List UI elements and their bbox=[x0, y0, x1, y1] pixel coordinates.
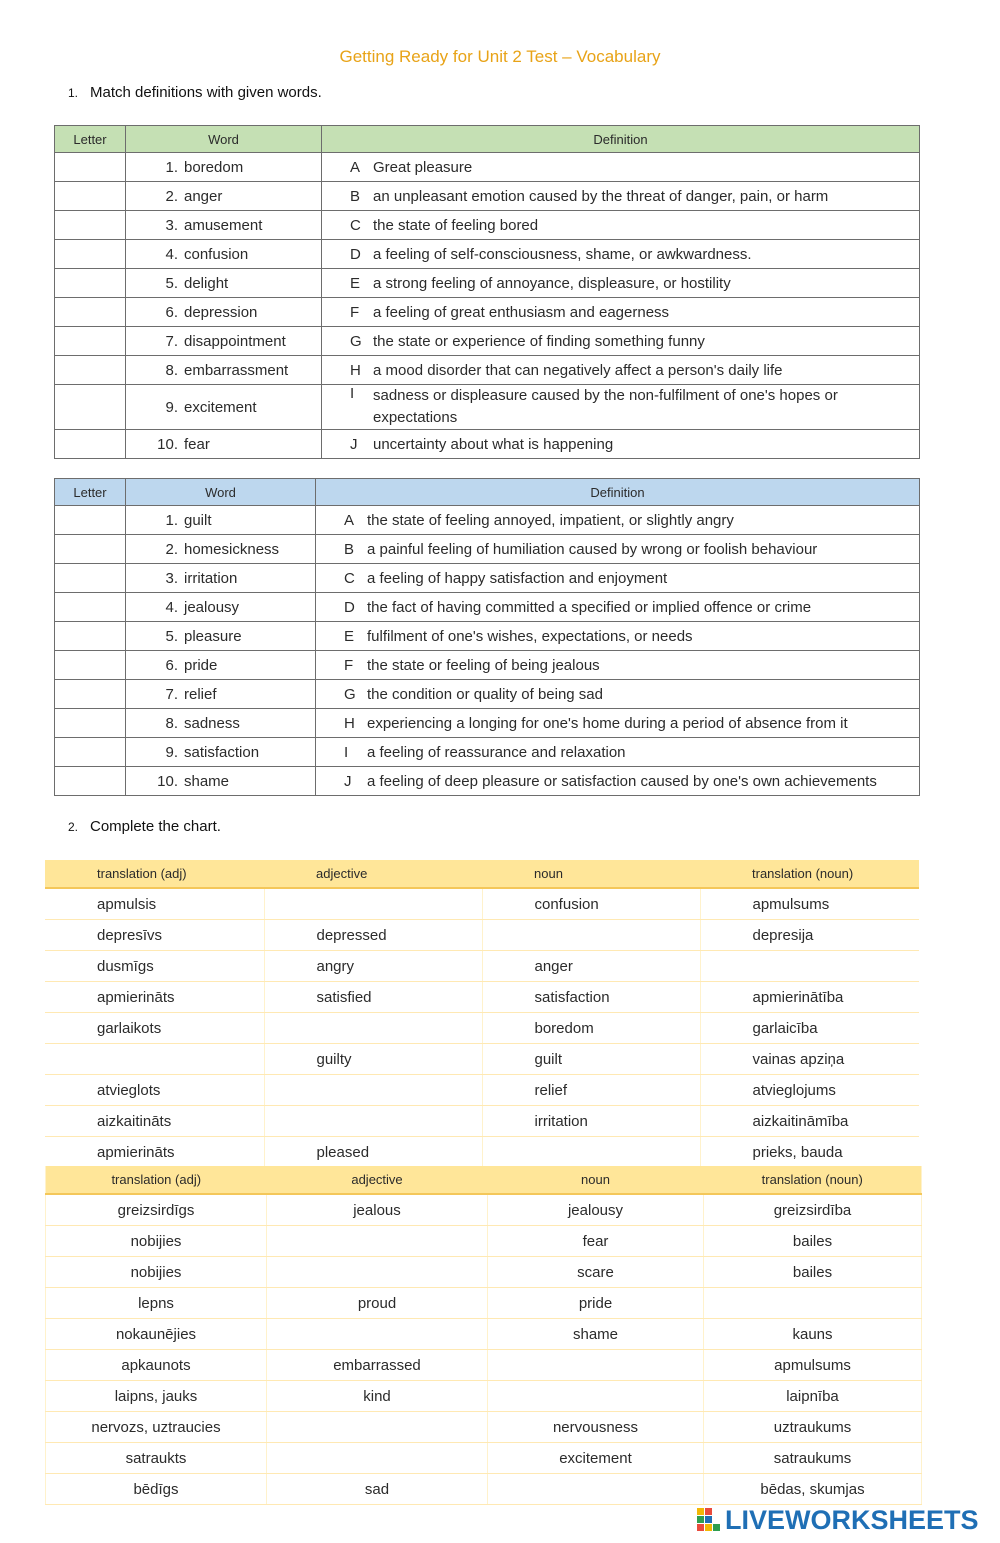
chart-cell: apmierināts bbox=[45, 982, 264, 1013]
word-number: 9. bbox=[165, 743, 178, 761]
definition-text: a feeling of great enthusiasm and eagerness bbox=[373, 303, 670, 321]
page-title: Getting Ready for Unit 2 Test – Vocabulary bbox=[339, 47, 661, 66]
blank-answer-cell[interactable] bbox=[267, 1443, 488, 1474]
table-row bbox=[46, 1350, 922, 1381]
chart-cell: irritation bbox=[482, 1106, 700, 1137]
chart-cell: aizkaitināmība bbox=[700, 1106, 919, 1137]
blank-answer-cell[interactable] bbox=[264, 888, 482, 920]
blank-answer-cell[interactable] bbox=[267, 1226, 488, 1257]
chart-cell: guilt bbox=[482, 1044, 700, 1075]
table-row bbox=[55, 680, 920, 709]
word-number: 3. bbox=[165, 216, 178, 234]
definition-cell bbox=[322, 356, 920, 385]
chart-cell: guilty bbox=[264, 1044, 482, 1075]
definition-letter: I bbox=[344, 743, 349, 761]
table-row bbox=[46, 1226, 922, 1257]
word-text: shame bbox=[184, 772, 230, 790]
definition-letter: G bbox=[344, 685, 356, 703]
definition-text: a feeling of deep pleasure or satisfaction caused by one's own achievements bbox=[367, 772, 877, 790]
word-number: 1. bbox=[165, 511, 178, 529]
blank-answer-cell[interactable] bbox=[264, 1075, 482, 1106]
word-cell bbox=[126, 269, 322, 298]
definition-text: the state or experience of finding something funny bbox=[373, 332, 705, 350]
chart-cell: apmulsums bbox=[700, 888, 919, 920]
definition-cell bbox=[322, 385, 920, 430]
header-adjective: adjective bbox=[267, 1166, 488, 1194]
table-row bbox=[46, 1412, 922, 1443]
word-text: homesickness bbox=[184, 540, 280, 558]
table-row bbox=[55, 269, 920, 298]
table-row bbox=[55, 182, 920, 211]
word-cell bbox=[126, 680, 316, 709]
table-row bbox=[45, 951, 919, 982]
definition-letter: H bbox=[350, 361, 361, 379]
table-row bbox=[55, 240, 920, 269]
chart-cell: proud bbox=[267, 1288, 488, 1319]
word-text: guilt bbox=[184, 511, 212, 529]
chart-cell: satraukts bbox=[46, 1443, 267, 1474]
word-number: 9. bbox=[165, 398, 178, 416]
answer-letter-cell[interactable] bbox=[55, 356, 126, 385]
header-letter: Letter bbox=[55, 126, 126, 153]
chart-cell: uztraukums bbox=[704, 1412, 922, 1443]
definition-cell bbox=[316, 564, 920, 593]
table-row bbox=[55, 298, 920, 327]
definition-text: sadness or displeasure caused by the non-fulfilment of one's hopes or expectations bbox=[373, 387, 838, 426]
chart-table-2 bbox=[45, 1166, 922, 1505]
word-cell bbox=[126, 738, 316, 767]
question-text: Complete the chart. bbox=[90, 818, 221, 835]
definition-text: a feeling of self-consciousness, shame, or awkwardness. bbox=[373, 245, 752, 263]
blank-answer-cell[interactable] bbox=[267, 1412, 488, 1443]
definition-letter: J bbox=[350, 435, 358, 453]
definition-letter: A bbox=[344, 511, 355, 529]
chart-cell: sad bbox=[267, 1474, 488, 1505]
blank-answer-cell[interactable] bbox=[482, 920, 700, 951]
chart-cell: fear bbox=[488, 1226, 704, 1257]
word-number: 3. bbox=[165, 569, 178, 587]
word-text: confusion bbox=[184, 245, 249, 263]
word-text: boredom bbox=[184, 158, 244, 176]
chart-cell: excitement bbox=[488, 1443, 704, 1474]
question-number: 2. bbox=[68, 820, 79, 834]
word-cell bbox=[126, 593, 316, 622]
chart-cell: bēdīgs bbox=[46, 1474, 267, 1505]
word-cell bbox=[126, 767, 316, 796]
chart-cell: scare bbox=[488, 1257, 704, 1288]
word-text: fear bbox=[184, 435, 210, 453]
word-cell bbox=[126, 182, 322, 211]
blank-answer-cell[interactable] bbox=[488, 1474, 704, 1505]
word-cell bbox=[126, 356, 322, 385]
table-row bbox=[55, 430, 920, 459]
definition-text: the state of feeling annoyed, impatient, or slightly angry bbox=[367, 511, 734, 529]
word-cell bbox=[126, 153, 322, 182]
table-row bbox=[55, 153, 920, 182]
table-row bbox=[55, 593, 920, 622]
chart-cell: jealous bbox=[267, 1194, 488, 1226]
definition-cell bbox=[322, 269, 920, 298]
chart-cell: apmulsis bbox=[45, 888, 264, 920]
definition-text: an unpleasant emotion caused by the threat of danger, pain, or harm bbox=[373, 187, 829, 205]
answer-letter-cell[interactable] bbox=[55, 651, 126, 680]
answer-letter-cell[interactable] bbox=[55, 506, 126, 535]
chart-cell: nervozs, uztraucies bbox=[46, 1412, 267, 1443]
definition-text: the fact of having committed a specified or implied offence or crime bbox=[367, 598, 812, 616]
answer-letter-cell[interactable] bbox=[55, 593, 126, 622]
definition-letter: F bbox=[344, 656, 354, 674]
table-row bbox=[46, 1194, 922, 1226]
chart-cell: vainas apziņa bbox=[700, 1044, 919, 1075]
answer-letter-cell[interactable] bbox=[55, 153, 126, 182]
chart-cell: angry bbox=[264, 951, 482, 982]
header-adjective: adjective bbox=[264, 860, 482, 888]
definition-letter: D bbox=[344, 598, 355, 616]
word-number: 1. bbox=[165, 158, 178, 176]
definition-letter: F bbox=[350, 303, 360, 321]
definition-cell bbox=[322, 430, 920, 459]
definition-cell bbox=[322, 240, 920, 269]
definition-letter: J bbox=[344, 772, 352, 790]
chart-cell: greizsirdība bbox=[704, 1194, 922, 1226]
definition-text: a mood disorder that can negatively affect a person's daily life bbox=[373, 361, 783, 379]
answer-letter-cell[interactable] bbox=[55, 535, 126, 564]
chart-cell: nobijies bbox=[46, 1257, 267, 1288]
word-text: anger bbox=[184, 187, 223, 205]
chart-cell: relief bbox=[482, 1075, 700, 1106]
word-cell bbox=[126, 709, 316, 738]
word-number: 5. bbox=[165, 627, 178, 645]
blank-answer-cell[interactable] bbox=[264, 1013, 482, 1044]
word-number: 2. bbox=[165, 540, 178, 558]
logo-text: LIVEWORKSHEETS bbox=[725, 1504, 979, 1535]
answer-letter-cell[interactable] bbox=[55, 327, 126, 356]
chart-cell: jealousy bbox=[488, 1194, 704, 1226]
chart-cell: greizsirdīgs bbox=[46, 1194, 267, 1226]
header-noun: noun bbox=[488, 1166, 704, 1194]
definition-cell bbox=[322, 211, 920, 240]
word-text: delight bbox=[184, 274, 229, 292]
chart-cell: nokaunējies bbox=[46, 1319, 267, 1350]
header-noun: noun bbox=[482, 860, 700, 888]
definition-text: fulfilment of one's wishes, expectations, or needs bbox=[367, 627, 693, 645]
chart-cell: bēdas, skumjas bbox=[704, 1474, 922, 1505]
answer-letter-cell[interactable] bbox=[55, 709, 126, 738]
header-definition: Definition bbox=[322, 126, 920, 153]
chart-cell: pleased bbox=[264, 1137, 482, 1168]
chart-table-1 bbox=[45, 860, 919, 1168]
word-number: 2. bbox=[165, 187, 178, 205]
word-number: 7. bbox=[165, 332, 178, 350]
table-row bbox=[45, 888, 919, 920]
header-letter: Letter bbox=[55, 479, 126, 506]
table-row bbox=[45, 1137, 919, 1168]
definition-cell bbox=[316, 593, 920, 622]
question-text: Match definitions with given words. bbox=[90, 84, 322, 101]
chart-cell: confusion bbox=[482, 888, 700, 920]
blank-answer-cell[interactable] bbox=[700, 951, 919, 982]
table-row bbox=[55, 651, 920, 680]
word-cell bbox=[126, 506, 316, 535]
definition-cell bbox=[316, 767, 920, 796]
blank-answer-cell[interactable] bbox=[267, 1257, 488, 1288]
chart-cell: prieks, bauda bbox=[700, 1137, 919, 1168]
question-number: 1. bbox=[68, 86, 79, 100]
definition-letter: B bbox=[344, 540, 355, 558]
definition-letter: E bbox=[350, 274, 361, 292]
blank-answer-cell[interactable] bbox=[482, 1137, 700, 1168]
chart-cell: apmierinātība bbox=[700, 982, 919, 1013]
table-row bbox=[46, 1381, 922, 1412]
answer-letter-cell[interactable] bbox=[55, 680, 126, 709]
definition-cell bbox=[316, 680, 920, 709]
table-row bbox=[45, 982, 919, 1013]
chart-cell: dusmīgs bbox=[45, 951, 264, 982]
answer-letter-cell[interactable] bbox=[55, 385, 126, 430]
blank-answer-cell[interactable] bbox=[267, 1319, 488, 1350]
word-number: 10. bbox=[157, 435, 178, 453]
table-row bbox=[55, 767, 920, 796]
table-row bbox=[55, 622, 920, 651]
table-row bbox=[45, 920, 919, 951]
table-row bbox=[45, 1044, 919, 1075]
definition-letter: D bbox=[350, 245, 361, 263]
table-row bbox=[46, 1474, 922, 1505]
chart-cell: apmierināts bbox=[45, 1137, 264, 1168]
definition-cell bbox=[322, 298, 920, 327]
word-text: depression bbox=[184, 303, 258, 321]
definition-cell bbox=[316, 535, 920, 564]
blank-answer-cell[interactable] bbox=[264, 1106, 482, 1137]
chart-cell: laipns, jauks bbox=[46, 1381, 267, 1412]
word-number: 8. bbox=[165, 714, 178, 732]
liveworksheets-logo bbox=[697, 1505, 979, 1535]
word-number: 4. bbox=[165, 598, 178, 616]
word-text: pleasure bbox=[184, 627, 242, 645]
definition-letter: I bbox=[350, 385, 355, 402]
answer-letter-cell[interactable] bbox=[55, 738, 126, 767]
logo-blocks-icon bbox=[697, 1508, 721, 1532]
header-translation-adj: translation (adj) bbox=[46, 1166, 267, 1194]
answer-letter-cell[interactable] bbox=[55, 767, 126, 796]
chart-cell: shame bbox=[488, 1319, 704, 1350]
word-text: embarrassment bbox=[184, 361, 289, 379]
table-row bbox=[55, 211, 920, 240]
definition-letter: C bbox=[344, 569, 355, 587]
header-translation-noun: translation (noun) bbox=[704, 1166, 922, 1194]
table-row bbox=[55, 709, 920, 738]
chart-cell: garlaikots bbox=[45, 1013, 264, 1044]
table-row bbox=[45, 1013, 919, 1044]
definition-text: experiencing a longing for one's home during a period of absence from it bbox=[367, 714, 848, 732]
definition-letter: E bbox=[344, 627, 355, 645]
word-text: sadness bbox=[184, 714, 240, 732]
header-word: Word bbox=[126, 479, 316, 506]
word-cell bbox=[126, 240, 322, 269]
definition-cell bbox=[316, 506, 920, 535]
word-cell bbox=[126, 651, 316, 680]
answer-letter-cell[interactable] bbox=[55, 269, 126, 298]
chart-cell: garlaicība bbox=[700, 1013, 919, 1044]
answer-letter-cell[interactable] bbox=[55, 211, 126, 240]
definition-cell bbox=[316, 709, 920, 738]
answer-letter-cell[interactable] bbox=[55, 182, 126, 211]
table-row bbox=[55, 564, 920, 593]
blank-answer-cell[interactable] bbox=[488, 1381, 704, 1412]
definition-text: a feeling of reassurance and relaxation bbox=[367, 743, 626, 761]
chart-cell: apmulsums bbox=[704, 1350, 922, 1381]
answer-letter-cell[interactable] bbox=[55, 622, 126, 651]
blank-answer-cell[interactable] bbox=[704, 1288, 922, 1319]
word-text: excitement bbox=[184, 398, 257, 416]
table-row bbox=[55, 356, 920, 385]
chart-cell: satisfaction bbox=[482, 982, 700, 1013]
word-cell bbox=[126, 211, 322, 240]
definition-letter: B bbox=[350, 187, 361, 205]
chart-cell: boredom bbox=[482, 1013, 700, 1044]
word-number: 8. bbox=[165, 361, 178, 379]
word-text: pride bbox=[184, 656, 218, 674]
definition-text: a strong feeling of annoyance, displeasure, or hostility bbox=[373, 274, 731, 292]
match-table-1 bbox=[54, 125, 920, 459]
answer-letter-cell[interactable] bbox=[55, 564, 126, 593]
word-number: 4. bbox=[165, 245, 178, 263]
question-2-heading bbox=[68, 818, 221, 835]
word-cell bbox=[126, 298, 322, 327]
definition-cell bbox=[322, 153, 920, 182]
definition-letter: C bbox=[350, 216, 361, 234]
match-table-2 bbox=[54, 478, 920, 796]
answer-letter-cell[interactable] bbox=[55, 430, 126, 459]
chart-cell: depressed bbox=[264, 920, 482, 951]
definition-cell bbox=[316, 738, 920, 767]
word-cell bbox=[126, 327, 322, 356]
table-row bbox=[46, 1319, 922, 1350]
chart-cell: nobijies bbox=[46, 1226, 267, 1257]
chart-cell: lepns bbox=[46, 1288, 267, 1319]
chart-cell: depresīvs bbox=[45, 920, 264, 951]
word-number: 7. bbox=[165, 685, 178, 703]
table-row bbox=[46, 1443, 922, 1474]
definition-cell bbox=[322, 327, 920, 356]
definition-cell bbox=[316, 622, 920, 651]
chart-cell: aizkaitināts bbox=[45, 1106, 264, 1137]
definition-text: the state of feeling bored bbox=[373, 216, 539, 234]
word-text: irritation bbox=[184, 569, 238, 587]
chart-cell: satraukums bbox=[704, 1443, 922, 1474]
blank-answer-cell[interactable] bbox=[488, 1350, 704, 1381]
definition-text: a feeling of happy satisfaction and enjoyment bbox=[367, 569, 668, 587]
word-number: 6. bbox=[165, 656, 178, 674]
chart-cell: atvieglojums bbox=[700, 1075, 919, 1106]
blank-answer-cell[interactable] bbox=[45, 1044, 264, 1075]
word-text: jealousy bbox=[184, 598, 240, 616]
header-translation-adj: translation (adj) bbox=[45, 860, 264, 888]
chart-cell: bailes bbox=[704, 1226, 922, 1257]
chart-cell: laipnība bbox=[704, 1381, 922, 1412]
word-text: amusement bbox=[184, 216, 263, 234]
chart-cell: depresija bbox=[700, 920, 919, 951]
word-cell bbox=[126, 385, 322, 430]
definition-text: a painful feeling of humiliation caused by wrong or foolish behaviour bbox=[367, 540, 818, 558]
definition-letter: A bbox=[350, 158, 361, 176]
header-word: Word bbox=[126, 126, 322, 153]
definition-cell bbox=[322, 182, 920, 211]
table-row bbox=[45, 1075, 919, 1106]
chart-cell: kauns bbox=[704, 1319, 922, 1350]
definition-text: the state or feeling of being jealous bbox=[367, 656, 600, 674]
word-text: relief bbox=[184, 685, 217, 703]
definition-cell bbox=[316, 651, 920, 680]
word-text: satisfaction bbox=[184, 743, 260, 761]
table-row bbox=[55, 535, 920, 564]
answer-letter-cell[interactable] bbox=[55, 240, 126, 269]
word-cell bbox=[126, 535, 316, 564]
chart-cell: kind bbox=[267, 1381, 488, 1412]
chart-cell: atvieglots bbox=[45, 1075, 264, 1106]
answer-letter-cell[interactable] bbox=[55, 298, 126, 327]
header-definition: Definition bbox=[316, 479, 920, 506]
chart-cell: pride bbox=[488, 1288, 704, 1319]
word-cell bbox=[126, 622, 316, 651]
table-row bbox=[45, 1106, 919, 1137]
header-translation-noun: translation (noun) bbox=[700, 860, 919, 888]
word-number: 6. bbox=[165, 303, 178, 321]
chart-cell: bailes bbox=[704, 1257, 922, 1288]
definition-text: Great pleasure bbox=[373, 158, 473, 176]
chart-cell: anger bbox=[482, 951, 700, 982]
question-1-heading bbox=[68, 84, 322, 101]
definition-text: the condition or quality of being sad bbox=[367, 685, 603, 703]
definition-letter: G bbox=[350, 332, 362, 350]
table-row bbox=[55, 327, 920, 356]
table-row bbox=[55, 738, 920, 767]
chart-cell: satisfied bbox=[264, 982, 482, 1013]
table-row bbox=[46, 1257, 922, 1288]
table-row bbox=[55, 385, 920, 430]
chart-cell: embarrassed bbox=[267, 1350, 488, 1381]
table-row bbox=[55, 506, 920, 535]
word-number: 10. bbox=[157, 772, 178, 790]
chart-cell: apkaunots bbox=[46, 1350, 267, 1381]
definition-letter: H bbox=[344, 714, 355, 732]
definition-text: uncertainty about what is happening bbox=[373, 435, 614, 453]
chart-cell: nervousness bbox=[488, 1412, 704, 1443]
word-text: disappointment bbox=[184, 332, 286, 350]
word-cell bbox=[126, 430, 322, 459]
table-row bbox=[46, 1288, 922, 1319]
word-cell bbox=[126, 564, 316, 593]
word-number: 5. bbox=[165, 274, 178, 292]
